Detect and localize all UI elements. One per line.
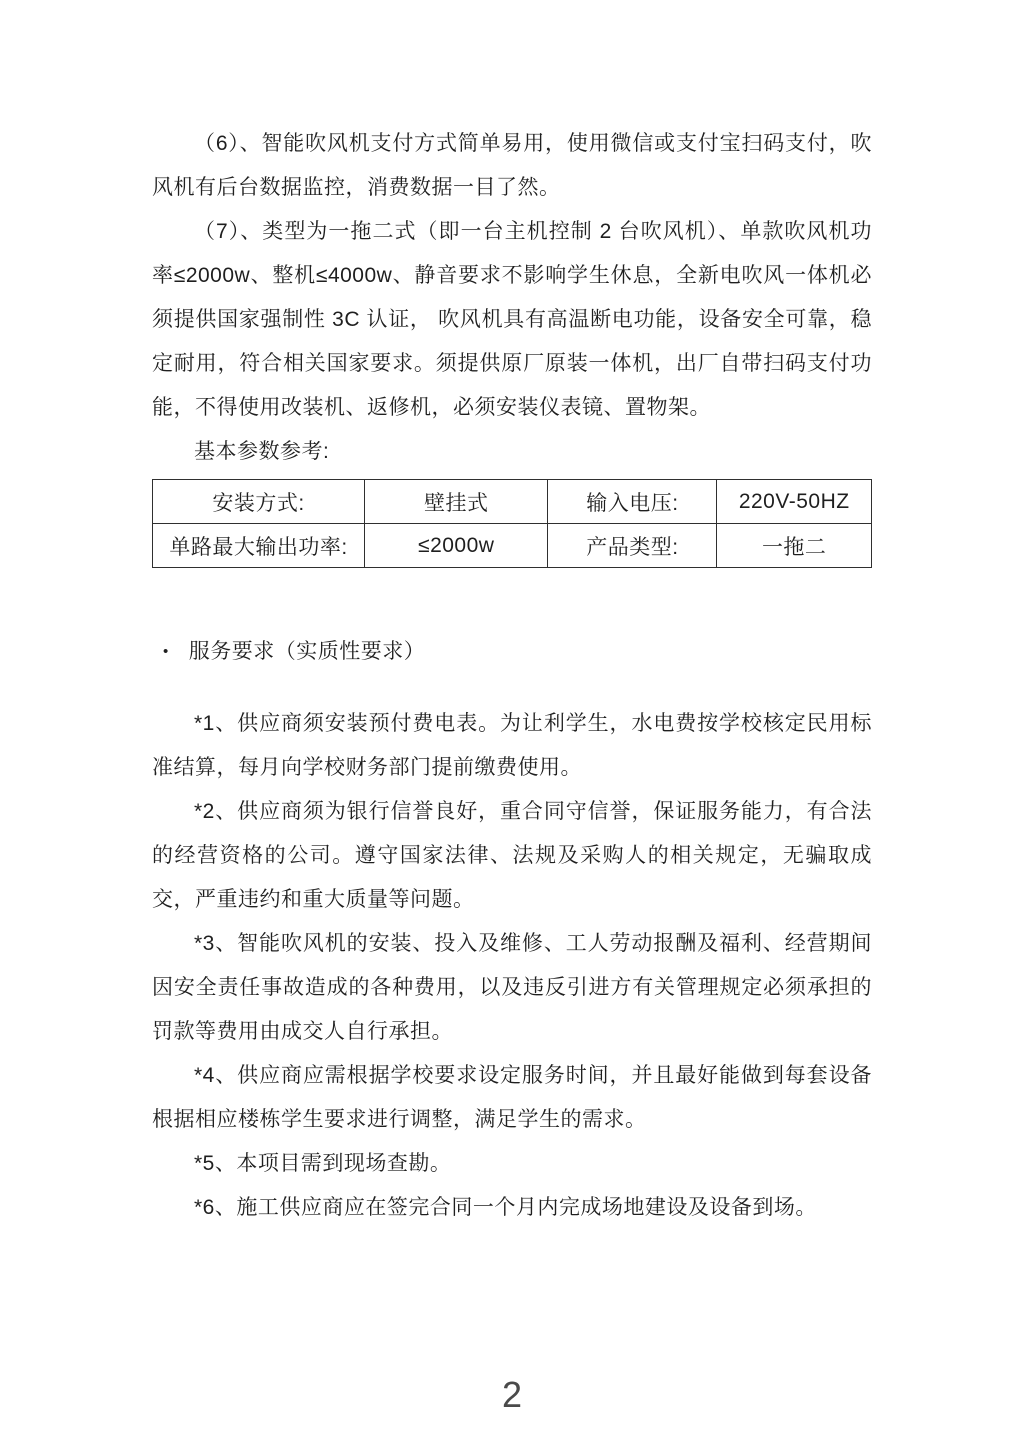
service-item-1: *1、供应商须安装预付费电表。为让利学生，水电费按学校核定民用标准结算，每月向学校财务部门提前缴费使用。	[152, 712, 872, 779]
service-item-2: *2、供应商须为银行信誉良好，重合同守信誉，保证服务能力，有合法的经营资格的公司。遵守国家法律、法规及采购人的相关规定，无骗取成交，严重违约和重大质量等问题。	[152, 800, 872, 911]
service-item-5: *5、本项目需到现场查勘。	[194, 1152, 452, 1175]
parameters-heading: 基本参数参考:	[194, 440, 330, 463]
paragraph-6: （6）、智能吹风机支付方式简单易用，使用微信或支付宝扫码支付，吹风机有后台数据监控，消费数据一目了然。	[152, 132, 872, 199]
service-heading: 服务要求（实质性要求）	[188, 640, 426, 663]
service-item-6: *6、施工供应商应在签完合同一个月内完成场地建设及设备到场。	[194, 1196, 817, 1219]
max-output-power-value: ≤2000w	[365, 524, 548, 568]
service-item-3: *3、智能吹风机的安装、投入及维修、工人劳动报酬及福利、经营期间因安全责任事故造成的各种费用，以及违反引进方有关管理规定必须承担的罚款等费用由成交人自行承担。	[152, 932, 872, 1043]
parameters-table	[152, 479, 872, 568]
input-voltage-value: 220V-50HZ	[717, 480, 872, 524]
parameters-row-2	[153, 524, 872, 568]
product-type-value: 一拖二	[717, 524, 872, 568]
install-method-value: 壁挂式	[365, 480, 548, 524]
install-method-label: 安装方式:	[153, 480, 365, 524]
product-type-label: 产品类型:	[548, 524, 717, 568]
service-item-4: *4、供应商应需根据学校要求设定服务时间，并且最好能做到每套设备根据相应楼栋学生要求进行调整，满足学生的需求。	[152, 1064, 872, 1131]
document-content	[152, 122, 872, 1230]
page-number: 2	[501, 1374, 523, 1415]
bullet-icon: •	[163, 643, 169, 660]
parameters-row-1	[153, 480, 872, 524]
service-heading-line	[152, 630, 872, 674]
input-voltage-label: 输入电压:	[548, 480, 717, 524]
service-requirements	[152, 702, 872, 1230]
max-output-power-label: 单路最大输出功率:	[153, 524, 365, 568]
paragraph-7: （7）、类型为一拖二式（即一台主机控制 2 台吹风机）、单款吹风机功率≤2000w、整机≤4000w、静音要求不影响学生休息，全新电吹风一体机必须提供国家强制性 3C 认证， 吹风机具有高温断电功能，设备安全可靠，稳定耐用，符合相关国家要求。须提供原厂原装一体机，出厂自带扫码支付功能，不得使用改装机、返修机，必须安装仪表镜、置物架。	[152, 220, 872, 419]
